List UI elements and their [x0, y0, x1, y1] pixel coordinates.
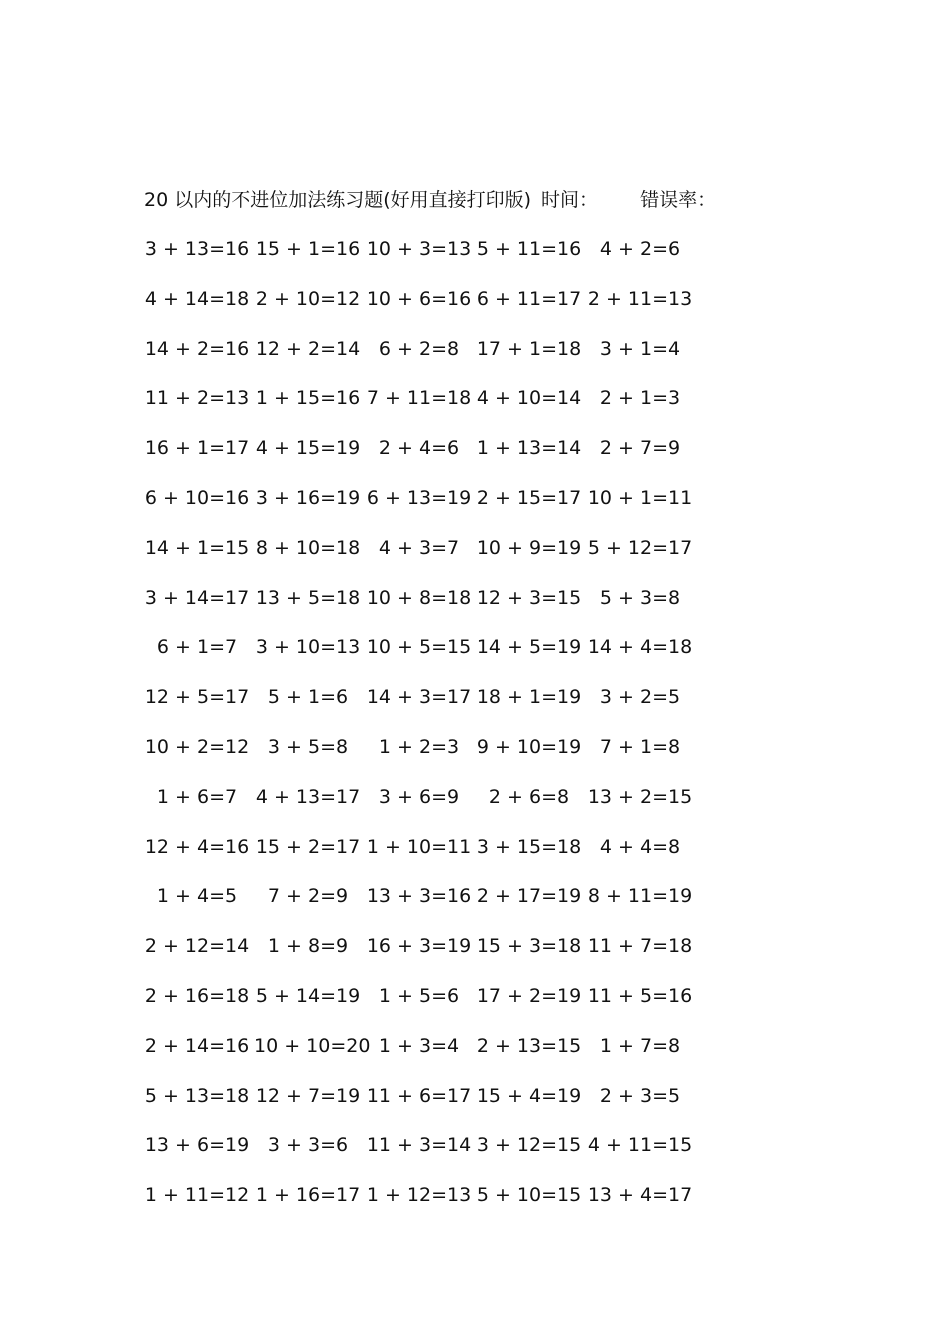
- problem-item: 5 + 10=15: [476, 1184, 582, 1207]
- problem-row: [0, 784, 950, 834]
- problem-row: [0, 684, 950, 734]
- problem-item: 7 + 2=9: [267, 885, 349, 908]
- problem-item: 1 + 12=13: [366, 1184, 472, 1207]
- problem-item: 3 + 10=13: [255, 636, 361, 659]
- problem-item: 1 + 3=4: [378, 1034, 460, 1057]
- problem-item: 2 + 6=8: [488, 785, 570, 808]
- problem-item: 1 + 8=9: [267, 935, 349, 958]
- problem-item: 5 + 11=16: [476, 238, 582, 260]
- problem-item: 2 + 12=14: [144, 935, 250, 958]
- problem-item: 3 + 6=9: [378, 785, 460, 808]
- problem-row: [0, 734, 950, 784]
- problem-item: 12 + 4=16: [144, 835, 250, 858]
- problem-item: 1 + 16=17: [255, 1184, 361, 1207]
- problem-row: [0, 236, 950, 286]
- problem-item: 9 + 10=19: [476, 735, 582, 758]
- problem-item: 10 + 6=16: [366, 287, 472, 310]
- problem-item: 3 + 14=17: [144, 586, 250, 609]
- problem-row: [0, 435, 950, 485]
- problem-item: 17 + 2=19: [476, 984, 582, 1007]
- problem-item: 4 + 10=14: [476, 387, 582, 410]
- problem-item: 11 + 6=17: [366, 1084, 472, 1107]
- problem-item: 8 + 11=19: [587, 885, 693, 908]
- problem-item: 18 + 1=19: [476, 686, 582, 709]
- problem-item: 15 + 2=17: [255, 835, 361, 858]
- problem-item: 16 + 1=17: [144, 437, 250, 460]
- problem-item: 11 + 3=14: [366, 1134, 472, 1157]
- problem-grid: [0, 236, 950, 1232]
- problem-row: [0, 1182, 950, 1232]
- problem-row: [0, 585, 950, 635]
- problem-item: 5 + 3=8: [599, 586, 681, 609]
- problem-item: 2 + 17=19: [476, 885, 582, 908]
- problem-row: [0, 883, 950, 933]
- problem-item: 5 + 12=17: [587, 536, 693, 559]
- problem-item: 12 + 5=17: [144, 686, 250, 709]
- problem-item: 4 + 4=8: [599, 835, 681, 858]
- problem-item: 12 + 3=15: [476, 586, 582, 609]
- problem-item: 3 + 15=18: [476, 835, 582, 858]
- problem-item: 1 + 13=14: [476, 437, 582, 460]
- problem-item: 3 + 16=19: [255, 486, 361, 509]
- problem-row: [0, 1083, 950, 1133]
- problem-row: [0, 1033, 950, 1083]
- problem-item: 4 + 15=19: [255, 437, 361, 460]
- problem-item: 2 + 7=9: [599, 437, 681, 460]
- problem-item: 4 + 3=7: [378, 536, 460, 559]
- problem-row: [0, 535, 950, 585]
- problem-item: 3 + 2=5: [599, 686, 681, 709]
- problem-item: 2 + 3=5: [599, 1084, 681, 1107]
- problem-item: 3 + 1=4: [599, 337, 681, 360]
- problem-item: 2 + 13=15: [476, 1034, 582, 1057]
- problem-item: 10 + 10=20: [254, 1034, 371, 1057]
- problem-item: 6 + 11=17: [476, 287, 582, 310]
- problem-row: [0, 983, 950, 1033]
- problem-item: 14 + 3=17: [366, 686, 472, 709]
- time-label: 时间：: [541, 189, 599, 211]
- problem-item: 7 + 1=8: [599, 735, 681, 758]
- problem-item: 5 + 13=18: [144, 1084, 250, 1107]
- problem-item: 1 + 7=8: [599, 1034, 681, 1057]
- worksheet-header: [144, 187, 716, 213]
- problem-item: 14 + 5=19: [476, 636, 582, 659]
- problem-row: [0, 634, 950, 684]
- problem-item: 10 + 3=13: [366, 238, 472, 260]
- problem-item: 10 + 2=12: [144, 735, 250, 758]
- problem-row: [0, 385, 950, 435]
- problem-item: 5 + 14=19: [255, 984, 361, 1007]
- problem-item: 1 + 15=16: [255, 387, 361, 410]
- problem-item: 14 + 2=16: [144, 337, 250, 360]
- problem-item: 6 + 10=16: [144, 486, 250, 509]
- problem-item: 4 + 2=6: [599, 238, 681, 260]
- problem-item: 1 + 4=5: [156, 885, 238, 908]
- problem-item: 12 + 7=19: [255, 1084, 361, 1107]
- problem-item: 1 + 11=12: [144, 1184, 250, 1207]
- problem-item: 1 + 6=7: [156, 785, 238, 808]
- problem-item: 2 + 10=12: [255, 287, 361, 310]
- problem-item: 2 + 4=6: [378, 437, 460, 460]
- problem-row: [0, 1132, 950, 1182]
- problem-item: 10 + 9=19: [476, 536, 582, 559]
- problem-item: 17 + 1=18: [476, 337, 582, 360]
- problem-item: 2 + 1=3: [599, 387, 681, 410]
- worksheet-title: 20 以内的不进位加法练习题(好用直接打印版): [144, 189, 532, 211]
- problem-item: 8 + 10=18: [255, 536, 361, 559]
- problem-item: 7 + 11=18: [366, 387, 472, 410]
- problem-item: 10 + 1=11: [587, 486, 693, 509]
- problem-item: 6 + 2=8: [378, 337, 460, 360]
- problem-item: 1 + 5=6: [378, 984, 460, 1007]
- problem-item: 3 + 13=16: [144, 238, 250, 260]
- problem-item: 13 + 5=18: [255, 586, 361, 609]
- problem-item: 13 + 4=17: [587, 1184, 693, 1207]
- problem-item: 16 + 3=19: [366, 935, 472, 958]
- problem-item: 1 + 10=11: [366, 835, 472, 858]
- problem-item: 4 + 13=17: [255, 785, 361, 808]
- problem-row: [0, 336, 950, 386]
- problem-item: 10 + 8=18: [366, 586, 472, 609]
- problem-row: [0, 286, 950, 336]
- problem-item: 3 + 5=8: [267, 735, 349, 758]
- problem-item: 11 + 7=18: [587, 935, 693, 958]
- problem-item: 1 + 2=3: [378, 735, 460, 758]
- problem-item: 2 + 11=13: [587, 287, 693, 310]
- problem-item: 3 + 12=15: [476, 1134, 582, 1157]
- problem-item: 4 + 14=18: [144, 287, 250, 310]
- problem-item: 2 + 15=17: [476, 486, 582, 509]
- problem-item: 15 + 3=18: [476, 935, 582, 958]
- error-rate-label: 错误率：: [640, 189, 717, 211]
- problem-item: 15 + 1=16: [255, 238, 361, 260]
- problem-item: 10 + 5=15: [366, 636, 472, 659]
- problem-item: 6 + 13=19: [366, 486, 472, 509]
- problem-item: 11 + 2=13: [144, 387, 250, 410]
- problem-item: 14 + 4=18: [587, 636, 693, 659]
- problem-item: 2 + 14=16: [144, 1034, 250, 1057]
- problem-item: 5 + 1=6: [267, 686, 349, 709]
- problem-row: [0, 834, 950, 884]
- problem-item: 15 + 4=19: [476, 1084, 582, 1107]
- problem-item: 13 + 3=16: [366, 885, 472, 908]
- problem-item: 13 + 2=15: [587, 785, 693, 808]
- problem-row: [0, 933, 950, 983]
- problem-item: 12 + 2=14: [255, 337, 361, 360]
- problem-row: [0, 485, 950, 535]
- problem-item: 4 + 11=15: [587, 1134, 693, 1157]
- problem-item: 14 + 1=15: [144, 536, 250, 559]
- problem-item: 2 + 16=18: [144, 984, 250, 1007]
- problem-item: 3 + 3=6: [267, 1134, 349, 1157]
- problem-item: 11 + 5=16: [587, 984, 693, 1007]
- problem-item: 13 + 6=19: [144, 1134, 250, 1157]
- problem-item: 6 + 1=7: [156, 636, 238, 659]
